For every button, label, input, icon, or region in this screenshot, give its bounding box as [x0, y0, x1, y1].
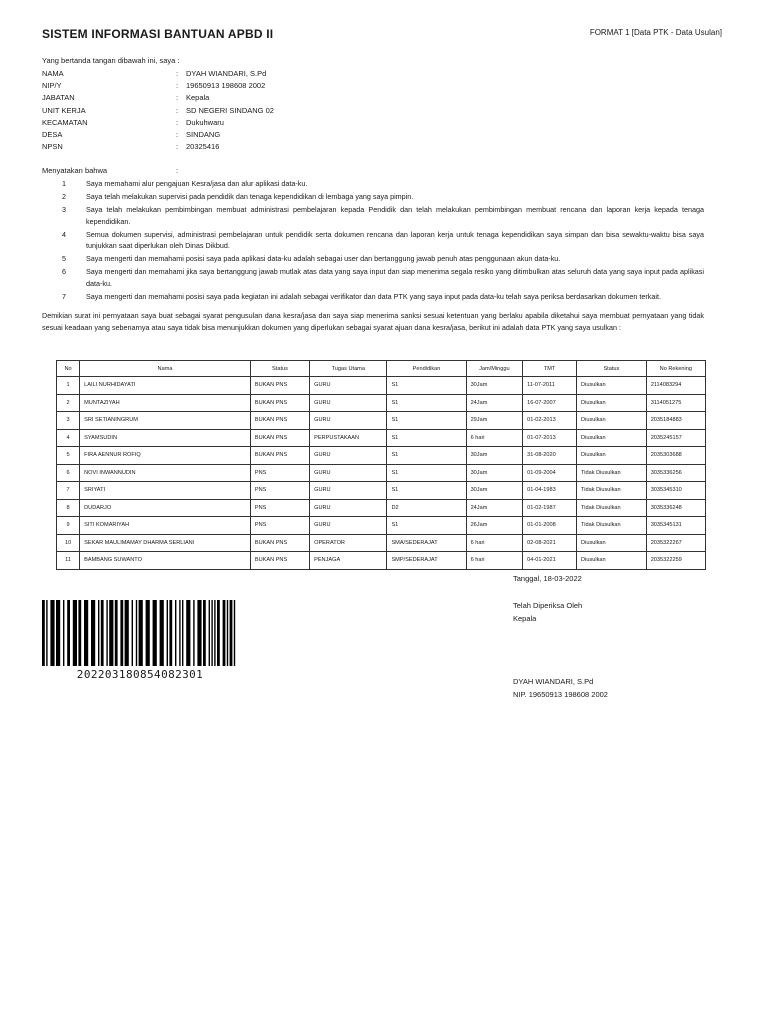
table-cell: Tidak Diusulkan [577, 517, 647, 535]
table-cell: 01-04-1983 [523, 482, 577, 500]
colon: : [176, 129, 179, 139]
closing-paragraph: Demikian surat ini pernyataan saya buat sebagai syarat pengusulan dana kesra/jasa dan saya siap menerima sanksi sesuai ketentuan yang berlaku apabila diketahui saya membuat pernyataan yang tidak sesuai keadaan yang sebenarnya atau saya tidak bisa menunjukkan dokumen yang diperlukan sebagai syarat ajuan dana kesra/jasa, berikut ini adalah data PTK yang saya usulkan : [42, 311, 704, 332]
table-cell: 01-07-2013 [523, 429, 577, 447]
barcode-bar [101, 600, 104, 666]
table-cell: 3035336248 [646, 499, 705, 517]
column-header: Jam/Minggu [466, 361, 523, 377]
table-cell: Diusulkan [577, 429, 647, 447]
barcode-bar [146, 600, 150, 666]
table-cell: S1 [387, 464, 466, 482]
table-cell: 6 hari [466, 534, 523, 552]
table-cell: 2035322259 [646, 552, 705, 570]
barcode-bar [227, 600, 228, 666]
column-header: TMT [523, 361, 577, 377]
table-cell: 04-01-2021 [523, 552, 577, 570]
column-header: Tugas Utama [310, 361, 387, 377]
identity-row [42, 130, 274, 142]
barcode-bar [223, 600, 226, 666]
signature-name: DYAH WIANDARI, S.Pd [513, 677, 594, 686]
barcode-bar [106, 600, 107, 666]
statement-text: Saya mengerti dan memahami jika saya bertanggung jawab mutlak atas data yang saya input dan siap menerima segala resiko yang ditimbulkan atas seluruh data yang saya input pada aplikasi data-ku. [86, 267, 704, 288]
barcode-bar [211, 600, 212, 666]
barcode-bar [125, 600, 129, 666]
barcode-bar [120, 600, 123, 666]
colon: : [176, 166, 179, 175]
statement-item [42, 253, 704, 265]
barcode-bar [109, 600, 113, 666]
barcode-bar [217, 600, 220, 666]
table-row [57, 464, 706, 482]
column-header: Status [577, 361, 647, 377]
table-cell: BUKAN PNS [250, 447, 309, 465]
table-cell: SITI KOMARIYAH [80, 517, 251, 535]
barcode-bar [42, 600, 45, 666]
column-header: No [57, 361, 80, 377]
identity-value: SINDANG [186, 129, 221, 139]
barcode-bar [214, 600, 215, 666]
table-row [57, 412, 706, 430]
table-cell: 16-07-2007 [523, 394, 577, 412]
identity-row [42, 142, 274, 154]
barcode-bar [179, 600, 180, 666]
table-cell: S1 [387, 429, 466, 447]
statement-text: Semua dokumen supervisi, administrasi pembelajaran untuk pendidik serta dokumen rencana dan laporan kerja untuk tenaga kependidikan saya simpan dan bisa sewaktu-waktu bisa saya tunjukkan saat diperlukan oleh Dinas Dikbud. [86, 229, 704, 251]
table-cell: 3035345131 [646, 517, 705, 535]
table-cell: 1 [57, 377, 80, 395]
identity-label: DESA [42, 129, 63, 139]
table-cell: 01-02-2013 [523, 412, 577, 430]
barcode-bar [160, 600, 164, 666]
table-cell: Diusulkan [577, 412, 647, 430]
table-cell: 30Jam [466, 464, 523, 482]
signature-date: Tanggal, 18-03-2022 [513, 574, 582, 583]
statement-number: 6 [62, 267, 66, 277]
barcode-bar [67, 600, 70, 666]
table-cell: 26Jam [466, 517, 523, 535]
table-cell: 30Jam [466, 482, 523, 500]
signature-checked-by: Telah Diperiksa Oleh [513, 601, 583, 610]
table-row [57, 482, 706, 500]
menyatakan-line [42, 166, 179, 175]
table-cell: BUKAN PNS [250, 429, 309, 447]
identity-row [42, 118, 274, 130]
table-cell: SMP/SEDERAJAT [387, 552, 466, 570]
identity-value: SD NEGERI SINDANG 02 [186, 105, 274, 115]
table-cell: SRIYATI [80, 482, 251, 500]
table-cell: PNS [250, 482, 309, 500]
table-cell: 11 [57, 552, 80, 570]
table-cell: 2035322267 [646, 534, 705, 552]
barcode-bar [153, 600, 157, 666]
colon: : [176, 81, 179, 91]
barcode-bar [167, 600, 168, 666]
table-cell: GURU [310, 464, 387, 482]
barcode-bar [132, 600, 133, 666]
identity-value: DYAH WIANDARI, S.Pd [186, 69, 267, 78]
table-cell: 6 [57, 464, 80, 482]
barcode-bar [73, 600, 77, 666]
barcode-bar [175, 600, 176, 666]
table-row [57, 517, 706, 535]
table-cell: BUKAN PNS [250, 534, 309, 552]
table-cell: Tidak Diusulkan [577, 482, 647, 500]
barcode-bar [169, 600, 172, 666]
table-cell: Diusulkan [577, 534, 647, 552]
statement-number: 2 [62, 191, 66, 201]
table-cell: GURU [310, 447, 387, 465]
table-cell: LAILI NURHIDAYATI [80, 377, 251, 395]
table-cell: PNS [250, 499, 309, 517]
table-cell: GURU [310, 482, 387, 500]
table-cell: 3114051275 [646, 394, 705, 412]
table-cell: BUKAN PNS [250, 377, 309, 395]
table-cell: GURU [310, 517, 387, 535]
table-cell: 3 [57, 412, 80, 430]
statement-number: 1 [62, 179, 66, 188]
table-cell: 2035303688 [646, 447, 705, 465]
statement-item [42, 204, 704, 227]
table-row [57, 534, 706, 552]
table-cell: 4 [57, 429, 80, 447]
table-cell: 7 [57, 482, 80, 500]
statement-text: Saya telah melakukan supervisi pada pendidik dan tenaga kependidikan di lembaga yang saya pimpin. [86, 191, 414, 201]
table-cell: S1 [387, 482, 466, 500]
table-cell: 8 [57, 499, 80, 517]
identity-label: JABATAN [42, 93, 75, 103]
identity-row [42, 93, 274, 105]
table-cell: S1 [387, 394, 466, 412]
table-cell: GURU [310, 377, 387, 395]
barcode-bar [84, 600, 88, 666]
table-cell: 3035345310 [646, 482, 705, 500]
table-cell: 24Jam [466, 499, 523, 517]
table-cell: Diusulkan [577, 552, 647, 570]
table-header-row [57, 361, 706, 377]
column-header: Status [250, 361, 309, 377]
barcode-bar [91, 600, 95, 666]
table-cell: GURU [310, 499, 387, 517]
table-cell: FIRA AENNUR ROFIQ [80, 447, 251, 465]
document-title: SISTEM INFORMASI BANTUAN APBD II [42, 27, 274, 41]
statement-text: Saya mengerti dan memahami posisi saya pada aplikasi data-ku adalah sebagai user dan bertanggung jawab penuh atas penggunaan akun data-ku. [86, 254, 561, 264]
barcode-bar [193, 600, 194, 666]
column-header: No Rekening [646, 361, 705, 377]
table-cell: 29Jam [466, 412, 523, 430]
statement-item [42, 229, 704, 252]
barcode-bar [56, 600, 60, 666]
table-cell: 31-08-2020 [523, 447, 577, 465]
barcode-bar [63, 600, 64, 666]
table-cell: SEKAR MAULIMAMAY DHARMA SERLIANI [80, 534, 251, 552]
barcode-bar [139, 600, 143, 666]
format-label: FORMAT 1 [Data PTK - Data Usulan] [589, 28, 722, 37]
statement-number: 3 [62, 204, 66, 214]
table-cell: Diusulkan [577, 377, 647, 395]
statement-item [42, 266, 704, 289]
table-row [57, 429, 706, 447]
signature-nip: NIP. 19650913 198608 2002 [513, 690, 608, 699]
barcode-image [42, 600, 238, 666]
table-cell: Tidak Diusulkan [577, 464, 647, 482]
table-cell: BUKAN PNS [250, 412, 309, 430]
colon: : [176, 117, 179, 127]
table-cell: 30Jam [466, 447, 523, 465]
identity-row [42, 81, 274, 93]
column-header: Pendidikan [387, 361, 466, 377]
table-cell: 11-07-2011 [523, 377, 577, 395]
table-cell: 01-02-1987 [523, 499, 577, 517]
statement-item [42, 178, 704, 190]
table-cell: 01-01-2008 [523, 517, 577, 535]
table-cell: Tidak Diusulkan [577, 499, 647, 517]
table-row [57, 499, 706, 517]
table-row [57, 447, 706, 465]
table-row [57, 394, 706, 412]
statement-item [42, 291, 704, 303]
statement-number: 5 [62, 254, 66, 264]
barcode-number: 202203180854082301 [76, 668, 204, 681]
table-cell: 6 hari [466, 429, 523, 447]
table-cell: 30Jam [466, 377, 523, 395]
identity-label: NPSN [42, 142, 63, 152]
table-cell: PERPUSTAKAAN [310, 429, 387, 447]
barcode-bar [197, 600, 201, 666]
table-cell: 9 [57, 517, 80, 535]
table-cell: DUDARJO [80, 499, 251, 517]
barcode-bar [186, 600, 190, 666]
table-row [57, 377, 706, 395]
identity-value: 19650913 198608 2002 [186, 81, 266, 91]
barcode-bar [230, 600, 233, 666]
table-cell: SYAMSUDIN [80, 429, 251, 447]
signature-role: Kepala [513, 614, 537, 623]
table-cell: GURU [310, 412, 387, 430]
identity-label: NIP/Y [42, 81, 62, 91]
table-cell: Diusulkan [577, 447, 647, 465]
table-cell: 2035245157 [646, 429, 705, 447]
statement-item [42, 191, 704, 203]
column-header: Nama [80, 361, 251, 377]
barcode-bar [182, 600, 183, 666]
table-cell: 02-08-2021 [523, 534, 577, 552]
identity-label: KECAMATAN [42, 117, 88, 127]
colon: : [176, 69, 179, 78]
statement-text: Saya telah melakukan pembimbingan membuat administrasi pembelajaran kepada Pendidik dan telah melakukan pembimbingan membuat rencana dan laporan kerja kepada tenaga kependidikan. [86, 204, 704, 226]
barcode-bar [136, 600, 137, 666]
identity-row [42, 106, 274, 118]
table-cell: 2114083294 [646, 377, 705, 395]
table-cell: S1 [387, 377, 466, 395]
identity-row [42, 69, 274, 81]
barcode-bar [98, 600, 99, 666]
table-cell: 01-09-2004 [523, 464, 577, 482]
table-cell: 24Jam [466, 394, 523, 412]
menyatakan-label: Menyatakan bahwa [42, 166, 108, 175]
table-cell: 5 [57, 447, 80, 465]
table-cell: S1 [387, 517, 466, 535]
table-cell: MUNTAZIYAH [80, 394, 251, 412]
statement-list [42, 178, 704, 304]
table-cell: 3035336256 [646, 464, 705, 482]
statement-text: Saya mengerti dan memahami posisi saya pada kegiatan ini adalah sebagai verifikator dan data PTK yang saya input pada data-ku telah saya periksa berdasarkan dokumen terkait. [86, 291, 661, 301]
table-cell: D2 [387, 499, 466, 517]
barcode-bar [234, 600, 235, 666]
table-cell: BUKAN PNS [250, 394, 309, 412]
table-cell: BAMBANG SUWANTO [80, 552, 251, 570]
identity-value: Kepala [186, 93, 210, 103]
table-cell: Diusulkan [577, 394, 647, 412]
barcode-bar [46, 600, 47, 666]
identity-table [42, 69, 274, 154]
table-cell: SMA/SEDERAJAT [387, 534, 466, 552]
table-cell: 6 hari [466, 552, 523, 570]
statement-number: 4 [62, 229, 66, 239]
table-cell: 2 [57, 394, 80, 412]
identity-value: Dukuhwaru [186, 117, 224, 127]
colon: : [176, 105, 179, 115]
statement-number: 7 [62, 291, 66, 301]
table-cell: S1 [387, 447, 466, 465]
barcode-bar [50, 600, 54, 666]
table-cell: PENJAGA [310, 552, 387, 570]
colon: : [176, 93, 179, 103]
table-cell: GURU [310, 394, 387, 412]
identity-value: 20325416 [186, 142, 220, 152]
identity-label: NAMA [42, 69, 64, 78]
table-cell: PNS [250, 464, 309, 482]
table-cell: SRI SETIANINGRUM [80, 412, 251, 430]
table-cell: S1 [387, 412, 466, 430]
table-cell: 2035184883 [646, 412, 705, 430]
barcode-bar [115, 600, 118, 666]
barcode-bar [203, 600, 206, 666]
table-row [57, 552, 706, 570]
table-cell: NOVI INWANNUDIN [80, 464, 251, 482]
intro-text: Yang bertanda tangan dibawah ini, saya : [42, 56, 180, 65]
barcode-bar [209, 600, 210, 666]
ptk-table [56, 360, 706, 570]
table-cell: BUKAN PNS [250, 552, 309, 570]
colon: : [176, 142, 179, 152]
identity-label: UNIT KERJA [42, 105, 86, 115]
table-cell: OPERATOR [310, 534, 387, 552]
table-cell: PNS [250, 517, 309, 535]
table-cell: 10 [57, 534, 80, 552]
statement-text: Saya memahami alur pengajuan Kesra/jasa dan alur aplikasi data-ku. [86, 179, 308, 188]
barcode-bar [78, 600, 81, 666]
